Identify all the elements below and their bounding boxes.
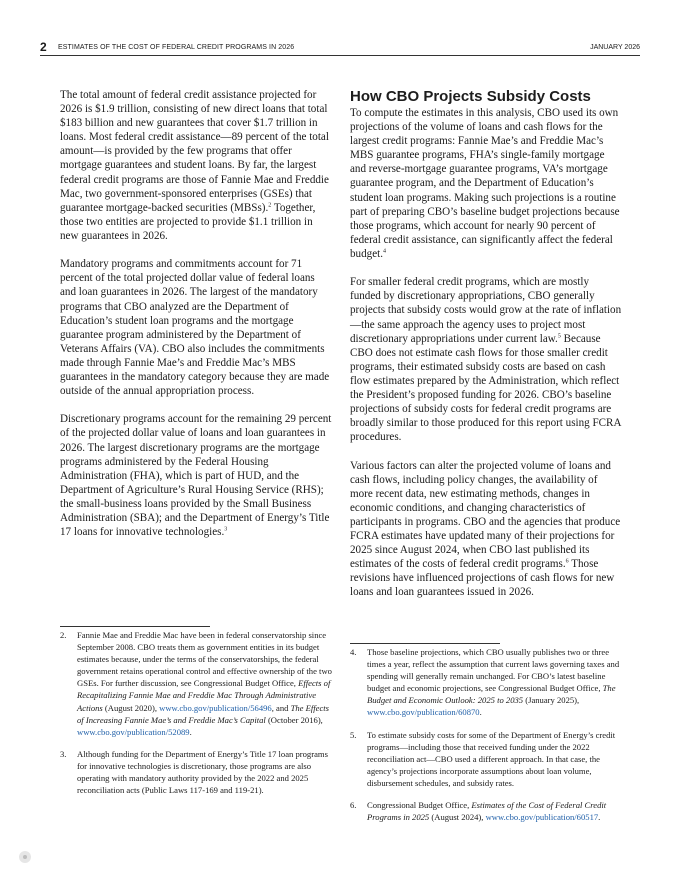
footnote-link[interactable]: www.cbo.gov/publication/60517 — [485, 812, 599, 823]
paragraph: For smaller federal credit programs, which are mostly funded by discretionary appropriations, CBO generally projects that subsidy costs would grow at the rate of inflation—the same approach the agency uses to project most discretionary appropriations under current law.$^5$ Because CBO does not estimate cash flows for those smaller credit programs, their estimated subsidy costs are based on cash flow estimates prepared by the Administration, which reflect the President’s proposed funding for 2026. CBO’s baseline projections of subsidy costs for federal credit programs are broadly similar to those produced for this report using FCRA procedures. — [350, 276, 622, 444]
footnote-ref[interactable]: 2 — [268, 202, 272, 209]
paragraph: The total amount of federal credit assistance projected for 2026 is $1.9 trillion, consisting of new direct loans that total $183 billion and new guarantees that cover $1.7 trillion in loans. Most federal credit assistance—89 percent of the total amount—is provided by the few programs that offer mortgage guarantees and student loans. By far, the largest federal credit programs are those of Fannie Mae and Freddie Mac, two government-sponsored enterprises (GSEs) that guarantee mortgage-backed securities (MBSs).$^2$ Together, those two entities are projected to provide $1.1 trillion in new guarantees in 2026. — [60, 89, 329, 242]
page-corner-icon — [19, 851, 31, 863]
footnote-ref[interactable]: 6 — [565, 558, 569, 565]
footnote-rule — [350, 643, 500, 644]
footnote: 6. Congressional Budget Office, Estimates of the Cost of Federal Credit Programs in 2025 (August 2024), www.cbo.gov/publication/60517. — [350, 800, 607, 823]
running-header — [40, 41, 640, 56]
footnote-link[interactable]: www.cbo.gov/publication/56496 — [159, 702, 272, 713]
footnote-ref[interactable]: 3 — [224, 526, 228, 533]
left-column — [60, 88, 332, 553]
footnote: 4. Those baseline projections, which CBO usually publishes two or three times a year, reflect the assumption that current laws governing taxes and spending will generally remain unchanged. For CBO’s latest baseline budget and economic projections, see Congressional Budget Office, The Budget and Economic Outlook: 2025 to 2035 (January 2025), www.cbo.gov/publication/60870. — [350, 647, 620, 718]
running-date: JANUARY 2026 — [590, 44, 640, 51]
section-heading: How CBO Projects Subsidy Costs — [350, 88, 591, 105]
footnote-link[interactable]: www.cbo.gov/publication/60870 — [367, 707, 480, 718]
running-title: ESTIMATES OF THE COST OF FEDERAL CREDIT PROGRAMS IN 2026 — [58, 44, 295, 51]
footnote: 5. To estimate subsidy costs for some of the Department of Energy’s credit programs—including those that received funding under the 2022 reconciliation act—CBO used a different approach. In that case, the agency’s projections incorporate assumptions about loan volume, disbursement schedules, and subsidy rates. — [350, 729, 616, 788]
footnote: 3. Although funding for the Department of Energy’s Title 17 loan programs for innovative technologies is discretionary, those programs are also operating with mandatory authority provided by the 2022 and 2025 reconciliation acts (Public Laws 117-169 and 119-21). — [60, 748, 328, 796]
footnote: 2. Fannie Mae and Freddie Mac have been in federal conservatorship since September 2008. CBO treats them as government entities in its budget estimates because, under the terms of the conservatorships, the federal government retains operational control and effective ownership of the two GSEs. For further discussion, see Congressional Budget Office, Effects of Recapitalizing Fannie Mae and Freddie Mac Through Administrative Actions (August 2020), www.cbo.gov/publication/56496, and The Effects of Increasing Fannie Mae’s and Freddie Mac’s Capital (October 2016), www.cbo.gov/publication/52089. — [60, 630, 332, 737]
footnotes-left — [60, 629, 334, 806]
paragraph: Mandatory programs and commitments account for 71 percent of the total projected dollar value of federal loans and loan guarantees in 2026. The largest of the mandatory programs that CBO analyzed are the Department of Education’s student loan programs and the mortgage guarantee program administered by the Department of Veterans Affairs (VA). CBO also includes the commitments made through Fannie Mae’s and Freddie Mac’s MBS guarantees in the mandatory category because they are made outside of the annual appropriation process. — [60, 258, 330, 398]
paragraph: Various factors can alter the projected volume of loans and cash flows, including policy changes, the availability of more recent data, new estimating methods, changes in economic conditions, and changing characteristics of participants in programs. CBO and the agencies that produce FCRA estimates have updated many of their projections for 2025 since August 2024, when CBO last published its estimates of the costs of federal credit programs.$^6$ Those revisions have influenced projections of cash flows for new loans and loan guarantees issued in 2026. — [350, 459, 621, 599]
paragraph: Discretionary programs account for the remaining 29 percent of the projected dollar value of loans and loan guarantees in 2026. The largest discretionary programs are the mortgage programs administered by the Federal Housing Administration (FHA), which is part of HUD, and the Department of Agriculture’s Rural Housing Service (RHS); the small-business loans provided by the Small Business Administration (SBA); and the Department of Energy’s Title 17 loans for innovative technologies.$^3$ — [60, 413, 332, 539]
footnote-ref[interactable]: 5 — [557, 332, 561, 339]
footnote-link[interactable]: www.cbo.gov/publication/52089 — [77, 726, 190, 737]
footnotes-right — [350, 646, 624, 833]
page-number: 2 — [40, 40, 47, 54]
paragraph: To compute the estimates in this analysis, CBO used its own projections of the volume of loans and cash flows for the largest credit programs: Fannie Mae’s and Freddie Mac’s MBS guarantee programs, FHA’s single-family mortgage and reverse-mortgage guarantee programs, VA’s mortgage guarantee program, and the Department of Education’s student loan programs. Making such projections is a routine part of preparing CBO’s baseline budget projections because those programs, which account for nearly 90 percent of federal credit assistance, can significantly affect the federal budget.$^4$ — [350, 107, 620, 260]
footnote-ref[interactable]: 4 — [382, 248, 386, 255]
right-column — [350, 88, 622, 614]
footnote-rule — [60, 626, 210, 627]
